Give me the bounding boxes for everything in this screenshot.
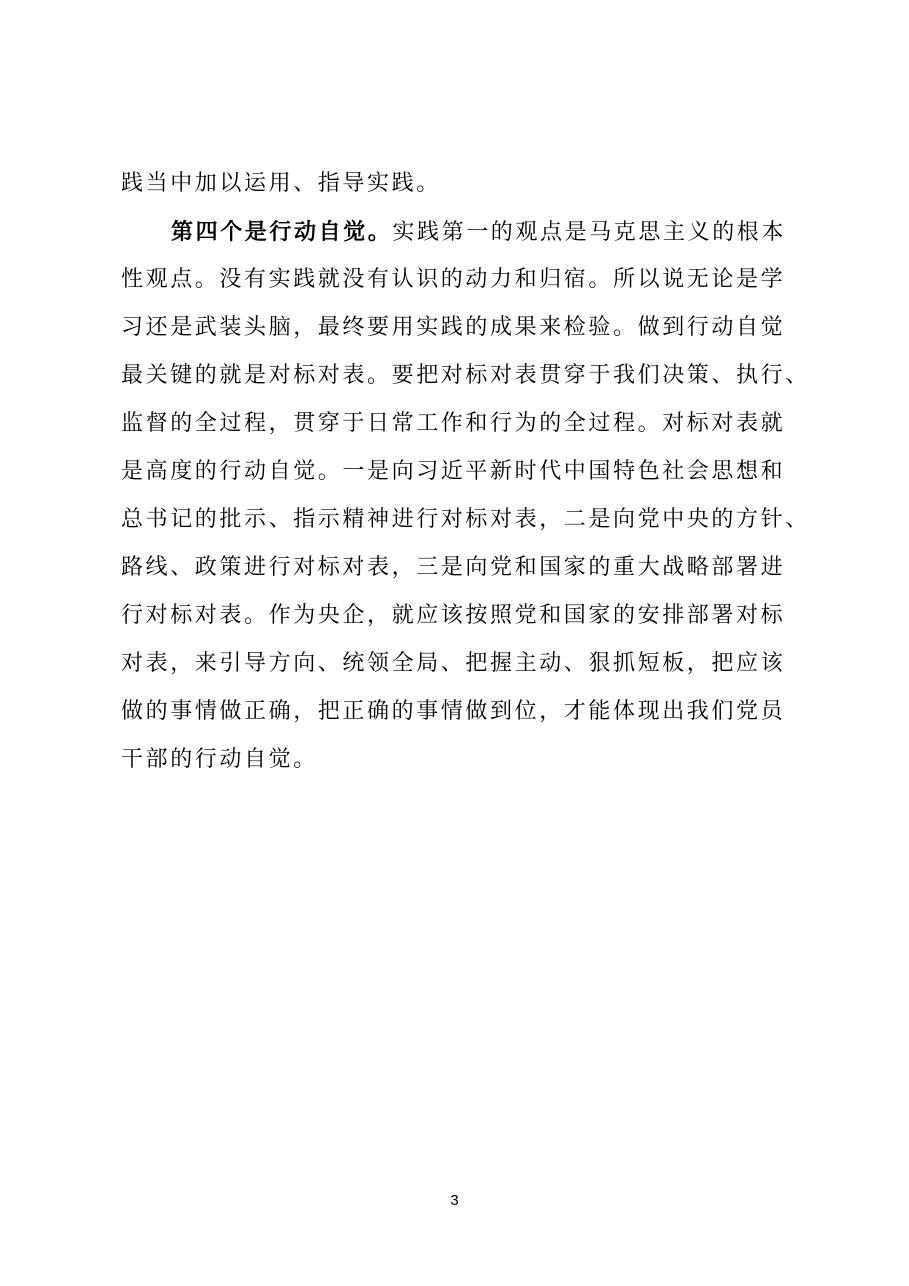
text-line: 是高度的行动自觉。一是向习近平新时代中国特色社会思想和 xyxy=(121,459,786,484)
text-line: 监督的全过程，贯穿于日常工作和行为的全过程。对标对表就 xyxy=(121,411,786,436)
body-text xyxy=(121,160,810,784)
section-heading: 第四个是行动自觉。 xyxy=(171,219,393,245)
text-line: 对表，来引导方向、统领全局、把握主动、狠抓短板，把应该 xyxy=(121,651,786,676)
text-line: 总书记的批示、指示精神进行对标对表，二是向党中央的方针、 xyxy=(121,507,810,532)
text-line: 行对标对表。作为央企，就应该按照党和国家的安排部署对标 xyxy=(121,603,786,628)
paragraph-first-line xyxy=(121,208,801,256)
text-line: 最关键的就是对标对表。要把对标对表贯穿于我们决策、执行、 xyxy=(121,363,810,388)
text-line: 路线、政策进行对标对表，三是向党和国家的重大战略部署进 xyxy=(121,555,786,580)
text-line: 实践第一的观点是马克思主义的根本 xyxy=(392,220,787,245)
text-line: 做的事情做正确，把正确的事情做到位，才能体现出我们党员 xyxy=(121,699,786,724)
text-line: 性观点。没有实践就没有认识的动力和归宿。所以说无论是学 xyxy=(121,267,786,292)
text-line: 践当中加以运用、指导实践。 xyxy=(121,171,441,196)
text-line: 干部的行动自觉。 xyxy=(121,747,318,772)
text-line: 习还是武装头脑，最终要用实践的成果来检验。做到行动自觉 xyxy=(121,315,786,340)
page-number: 3 xyxy=(450,1192,459,1209)
